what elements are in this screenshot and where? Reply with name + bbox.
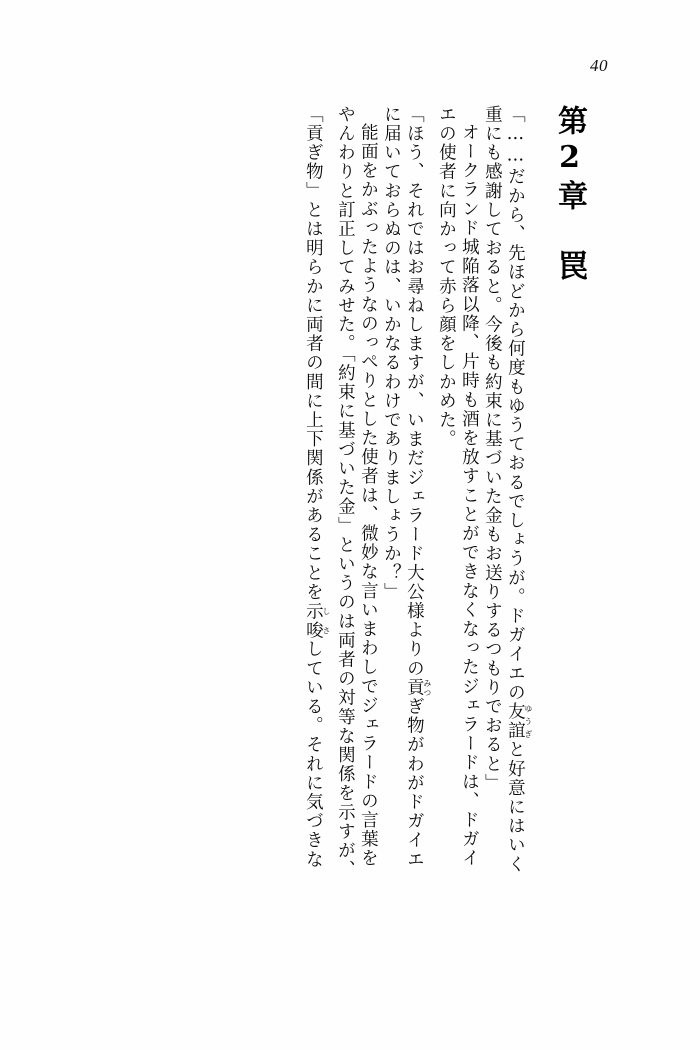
text-column: 「ほう、それではお尋ねしますが、いまだジェラード大公様よりの貢みつぎ物がわがドガイエ — [404, 105, 432, 870]
text-column: エの使者に向かって赤ら顔をしかめた。 — [436, 105, 457, 449]
text-column: やんわりと訂正してみせた。「約束に基づいた金」というのは両者の対等な関係を示すが、 — [335, 105, 356, 880]
chapter-title-text: 第2章 罠 — [552, 105, 587, 285]
ruby-mitsu: 貢みつ — [404, 678, 432, 698]
text-column: 「……だから、先ほどから何度もゆうておるでしょうが。ドガイエの友誼ゆうぎと好意にはいく — [505, 105, 533, 875]
text-column: に届いておらぬのは、いかなるわけでありましょうか？」 — [381, 105, 402, 602]
text-column: オークランド城陥落以降、片時も酒を放すことができなくなったジェラードは、ドガイ — [459, 123, 480, 868]
vertical-text-block — [60, 105, 604, 985]
page-number: 40 — [590, 56, 608, 75]
ruby-yugi: 友誼ゆうぎ — [505, 702, 533, 741]
chapter-title — [552, 105, 586, 315]
text-column: 「貢ぎ物」とは明らかに両者の間に上下関係があることを示唆しさしている。それに気づきな — [303, 105, 331, 870]
ruby-shisa: 示唆しさ — [303, 601, 331, 640]
text-column: 能面をかぶったようなのっぺりとした使者は、微妙な言いまわしでジェラードの言葉を — [358, 123, 379, 868]
text-column: 重にも感謝しておると。今後も約束に基づいた金もお送りするつもりでおると」 — [482, 105, 503, 793]
